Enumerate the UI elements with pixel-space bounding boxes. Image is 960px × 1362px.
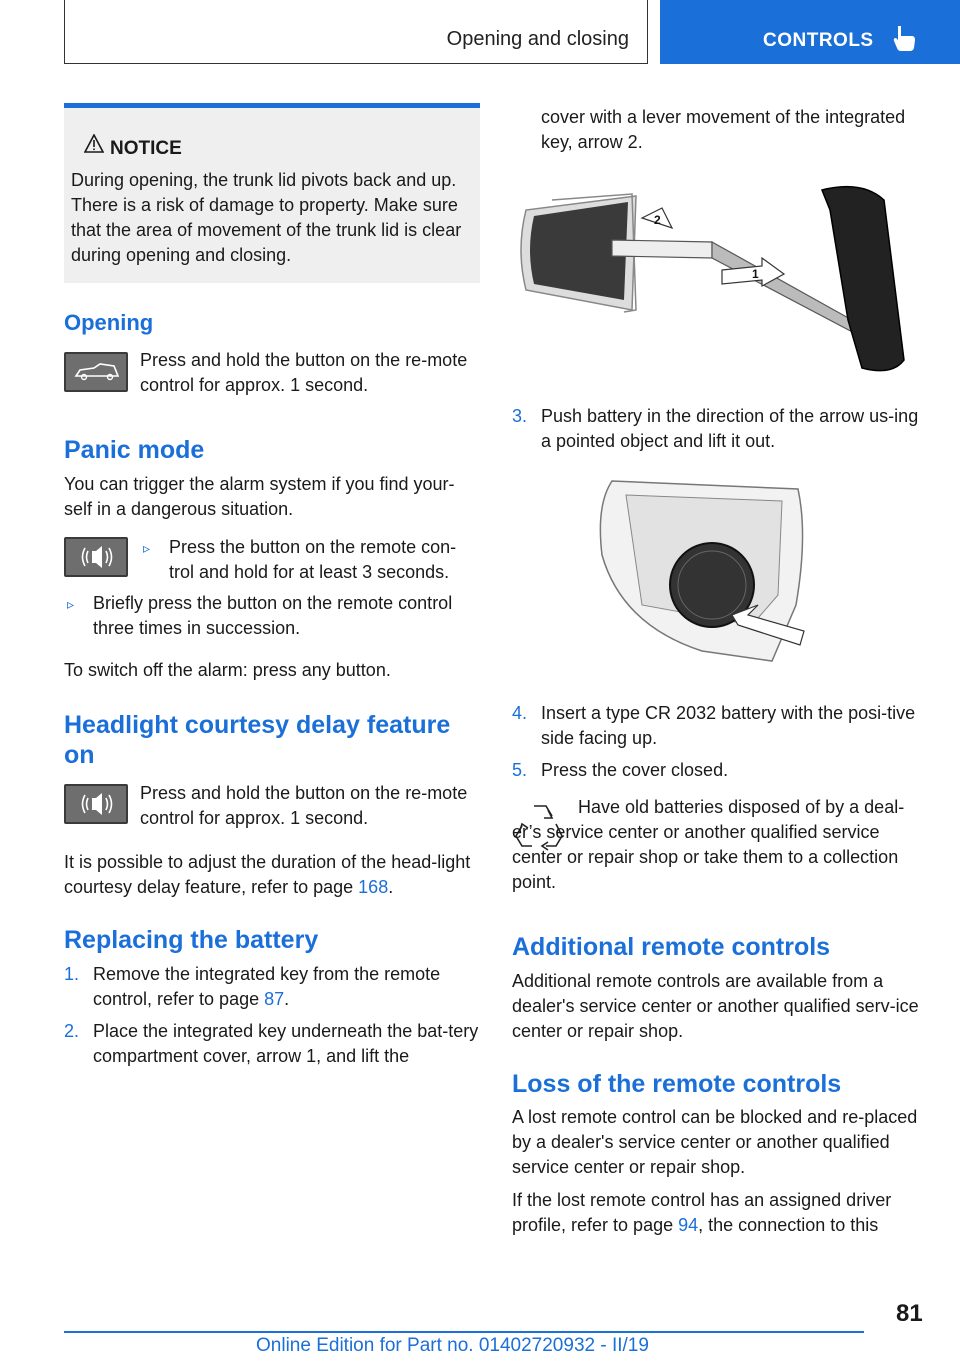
headlight-heading: Headlight courtesy delay feature on [64, 711, 451, 769]
step-5-text: Press the cover closed. [541, 760, 729, 780]
panic-bullet-2: Briefly press the button on the remote control three times in succession. [93, 593, 453, 638]
panic-bullet-1: Press the button on the remote con-trol and hold for at least 3 seconds. [169, 537, 457, 582]
loss-text-1: A lost remote control can be blocked and re-placed by a dealer's service center or another qualified service center or repair shop. [512, 1107, 918, 1177]
headlight-text: Press and hold the button on the re-mote control for approx. 1 second. [140, 783, 468, 828]
additional-heading: Additional remote controls [512, 933, 831, 961]
step-number: 3. [512, 406, 528, 426]
battery-compartment-illustration [582, 475, 822, 670]
step-3-text: Push battery in the direction of the arrow us-ing a pointed object and lift it out. [541, 406, 919, 451]
step-2-text: Place the integrated key underneath the bat-tery compartment cover, arrow 1, and lift the [93, 1021, 479, 1066]
loss-text-2-end: , the connection to this [698, 1215, 879, 1235]
notice-box [64, 103, 480, 283]
footer-divider [64, 1331, 864, 1333]
disposal-paragraph: Have old batteries disposed of by a deal-er’s service center or another qualified service center or repair shop or take them to a collection point. [512, 797, 905, 892]
opening-text: Press and hold the button on the re-mote control for approx. 1 second. [140, 350, 468, 395]
page-number: 81 [896, 1300, 923, 1327]
page-link-168[interactable]: 168 [358, 877, 389, 897]
page-link-94[interactable]: 94 [678, 1215, 699, 1235]
panic-intro: You can trigger the alarm system if you find your-self in a dangerous situation. [64, 474, 455, 519]
header-left-box [64, 0, 648, 64]
arrow-label-1: 1 [752, 267, 759, 281]
bullet-marker: ▹ [67, 596, 75, 612]
loss-text-2-body: If the lost remote control has an assigned driver profile, refer to page [512, 1190, 892, 1235]
headlight-note [64, 850, 480, 900]
panic-switch-off: To switch off the alarm: press any button. [64, 660, 391, 680]
step-2-continued: cover with a lever movement of the integrated key, arrow 2. [541, 107, 906, 152]
loss-heading: Loss of the remote controls [512, 1070, 842, 1098]
step-1-body: Remove the integrated key from the remote control, refer to page [93, 964, 441, 1009]
battery-heading: Replacing the battery [64, 926, 319, 954]
warning-icon [84, 134, 104, 153]
arrow-label-2: 2 [654, 213, 661, 227]
panic-button-icon [64, 537, 128, 577]
disposal-text [512, 795, 924, 895]
headlight-note-end: . [388, 877, 394, 897]
headlight-button-icon [64, 784, 128, 824]
step-4-text: Insert a type CR 2032 battery with the posi-tive side facing up. [541, 703, 916, 748]
step-number: 5. [512, 760, 528, 780]
chapter-title: CONTROLS [763, 30, 874, 51]
chapter-tab[interactable] [660, 0, 960, 64]
notice-title: NOTICE [110, 138, 182, 159]
step-number: 2. [64, 1021, 80, 1041]
bullet-marker: ▹ [143, 540, 151, 556]
notice-text: During opening, the trunk lid pivots back and up. There is a risk of damage to property. Make sure that the area of movement of the trunk lid is clear during opening and closing. [71, 170, 462, 265]
edition-info: Online Edition for Part no. 01402720932 - II/19 [256, 1335, 649, 1356]
key-removal-illustration [512, 180, 924, 375]
additional-text: Additional remote controls are available from a dealer's service center or another qualified serv-ice center or repair shop. [512, 971, 919, 1041]
step-number: 1. [64, 964, 80, 984]
panic-heading: Panic mode [64, 436, 205, 464]
pointing-hand-icon [892, 24, 916, 52]
step-number: 4. [512, 703, 528, 723]
step-1-text [93, 962, 481, 1012]
opening-heading: Opening [64, 310, 154, 335]
section-title: Opening and closing [446, 28, 629, 50]
page-link-87[interactable]: 87 [264, 989, 285, 1009]
loss-text-2 [512, 1188, 924, 1238]
step-1-end: . [284, 989, 290, 1009]
trunk-button-icon [64, 352, 128, 392]
headlight-note-text: It is possible to adjust the duration of the head-light courtesy delay feature, refer to page [64, 852, 471, 897]
